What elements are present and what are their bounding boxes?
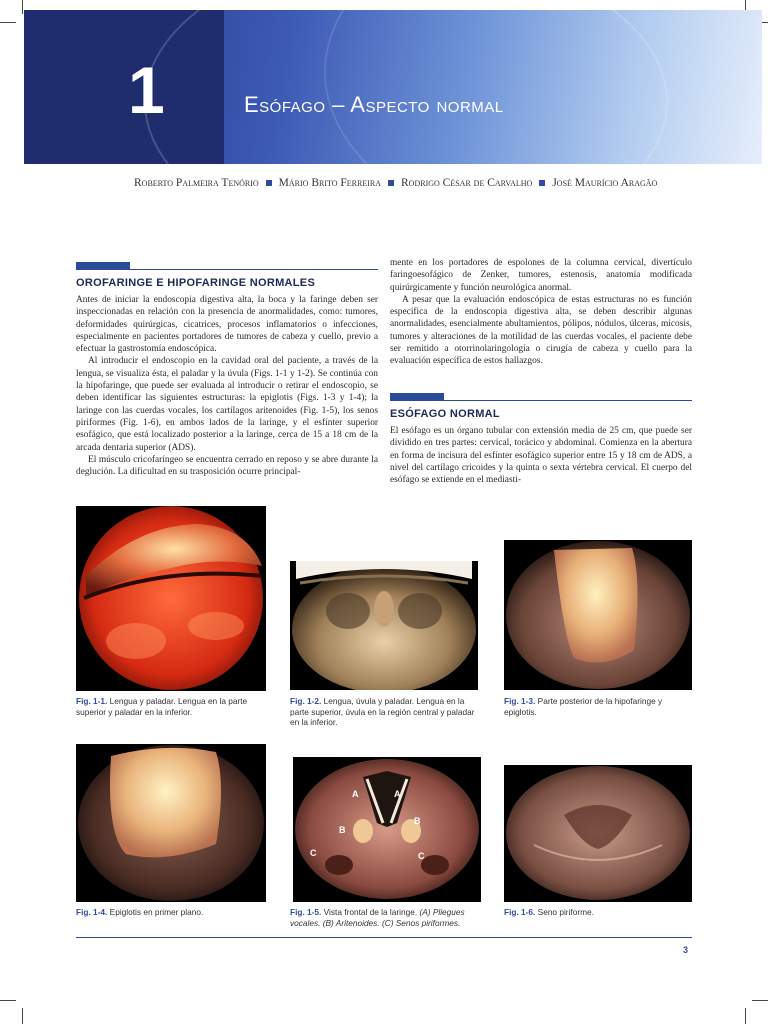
author-name: Rodrigo César de Carvalho xyxy=(401,177,533,189)
figure-1-1-caption: Fig. 1-1. Lengua y paladar. Lengua en la parte superior y paladar en la inferior. xyxy=(76,696,248,717)
right-column-text xyxy=(390,257,692,368)
crop-mark xyxy=(752,1000,768,1001)
figure-1-5-caption: Fig. 1-5. Vista frontal de la laringe. (A) Pliegues vocales. (B) Aritenoides. (C) Senos piriformes. xyxy=(290,907,465,928)
figure-marker-a: A xyxy=(352,789,359,799)
section-title-orofaringe: OROFARINGE E HIPOFARINGE NORMALES xyxy=(76,277,316,289)
paragraph: Al introducir el endoscopio en la cavidad oral del paciente, a través de la lengua, se visualiza ésta, el paladar y la úvula (Figs. 1-1 y 1-2). Se continúa con la hipofaringe, que puede ser evaluada al introducir o retirar el endoscopio, se deben identificar las siguientes estructuras: la epiglotis (Figs. 1-3 y 1-4); la laringe con las cuerdas vocales, los cartílagos aritenoides (Fig. 1-5), los senos piriformes (Fig. 1-6), en ambos lados de la laringe, y el esfínter superior esofágico, que está localizado posterior a la laringe, cerca de 15 a 18 cm de la arcada dentaria superior (ADS). xyxy=(76,356,378,453)
figure-1-4-caption: Fig. 1-4. Epiglotis en primer plano. xyxy=(76,907,204,917)
figure-1-2-caption: Fig. 1-2. Lengua, úvula y paladar. Lengua en la parte superior, úvula en la región central y paladar en la inferior. xyxy=(290,696,475,727)
figure-1-1-image xyxy=(76,506,266,691)
author-line xyxy=(134,177,734,189)
figure-1-3-caption: Fig. 1-3. Parte posterior de la hipofaringe y epiglotis. xyxy=(504,696,663,717)
paragraph: El músculo cricofaríngeo se encuentra cerrado en reposo y se abre durante la deglución. La dificultad en su trasposición ocurre principal- xyxy=(76,454,378,478)
figure-marker-c: C xyxy=(310,848,317,858)
paragraph: El esófago es un órgano tubular con extensión media de 25 cm, que puede ser dividido en tres partes: cervical, torácico y abdominal. Comienza en la abertura en forma de incisura del esfínter esofágico superior entre 15 y 18 cm de ADS, a nivel del cartílago cricoides y la quinta o sexta vértebra cervical. El cuerpo del esófago se extiende en el mediasti- xyxy=(390,426,692,486)
author-name: Mário Brito Ferreira xyxy=(278,177,382,189)
crop-mark xyxy=(0,1000,16,1001)
banner-swoosh xyxy=(324,10,762,164)
chapter-title: Esófago – Aspecto normal xyxy=(244,92,504,117)
figure-1-4-image xyxy=(76,744,266,902)
page-number: 3 xyxy=(683,945,689,955)
figure-1-6-image xyxy=(504,765,692,902)
left-column-text xyxy=(76,294,378,478)
crop-mark xyxy=(745,1008,746,1024)
right-column-text xyxy=(390,425,692,486)
figure-marker-c: C xyxy=(418,851,425,861)
paragraph: Antes de iniciar la endoscopia digestiva alta, la boca y la faringe deben ser inspeccionadas en relación con la presencia de anormalidades, como: tumores, deformidades quirúrgicas, cicatrices, procesos inflamatorios o infecciones, especialmente en pacientes portadores de tumores de cabeza y cuello, previo a efectuar la gastrostomía endoscópica. xyxy=(76,295,378,355)
author-separator xyxy=(266,180,272,186)
footer-rule xyxy=(76,937,692,938)
paragraph: mente en los portadores de espolones de la columna cervical, divertículo faringoesofágico de Zenker, tumores, estenosis, anatomía modificada quirúrgicamente y función neurológica anormal. xyxy=(390,258,692,293)
chapter-number: 1 xyxy=(128,53,165,127)
paragraph: A pesar que la evaluación endoscópica de estas estructuras no es función específica de la endoscopia digestiva alta, se deben describir algunas anormalidades, esencialmente abultamientos, pólipos, nódulos, úlceras, micosis, tumores y alteraciones de la motilidad de las cuerdas vocales, el paciente debe ser remitido a otorrinolaringología o cirugía de cabeza y cuello para la evaluación específica de estos hallazgos. xyxy=(390,294,692,367)
section-rule xyxy=(76,262,378,270)
section-rule xyxy=(390,393,692,401)
figure-marker-b: B xyxy=(339,825,346,835)
figure-1-6-caption: Fig. 1-6. Seno piriforme. xyxy=(504,907,594,917)
author-separator xyxy=(388,180,394,186)
author-name: Roberto Palmeira Tenório xyxy=(134,177,259,189)
crop-mark xyxy=(22,1008,23,1024)
section-title-esofago: ESÓFAGO NORMAL xyxy=(390,408,500,420)
figure-1-3-image xyxy=(504,540,692,690)
figure-1-5-image xyxy=(293,757,481,902)
crop-mark xyxy=(22,0,23,14)
author-name: José Maurício Aragão xyxy=(552,177,658,189)
crop-mark xyxy=(0,22,16,23)
figure-marker-b: B xyxy=(414,816,421,826)
author-separator xyxy=(539,180,545,186)
figure-1-2-image xyxy=(290,561,478,690)
figure-marker-a: A xyxy=(394,789,401,799)
